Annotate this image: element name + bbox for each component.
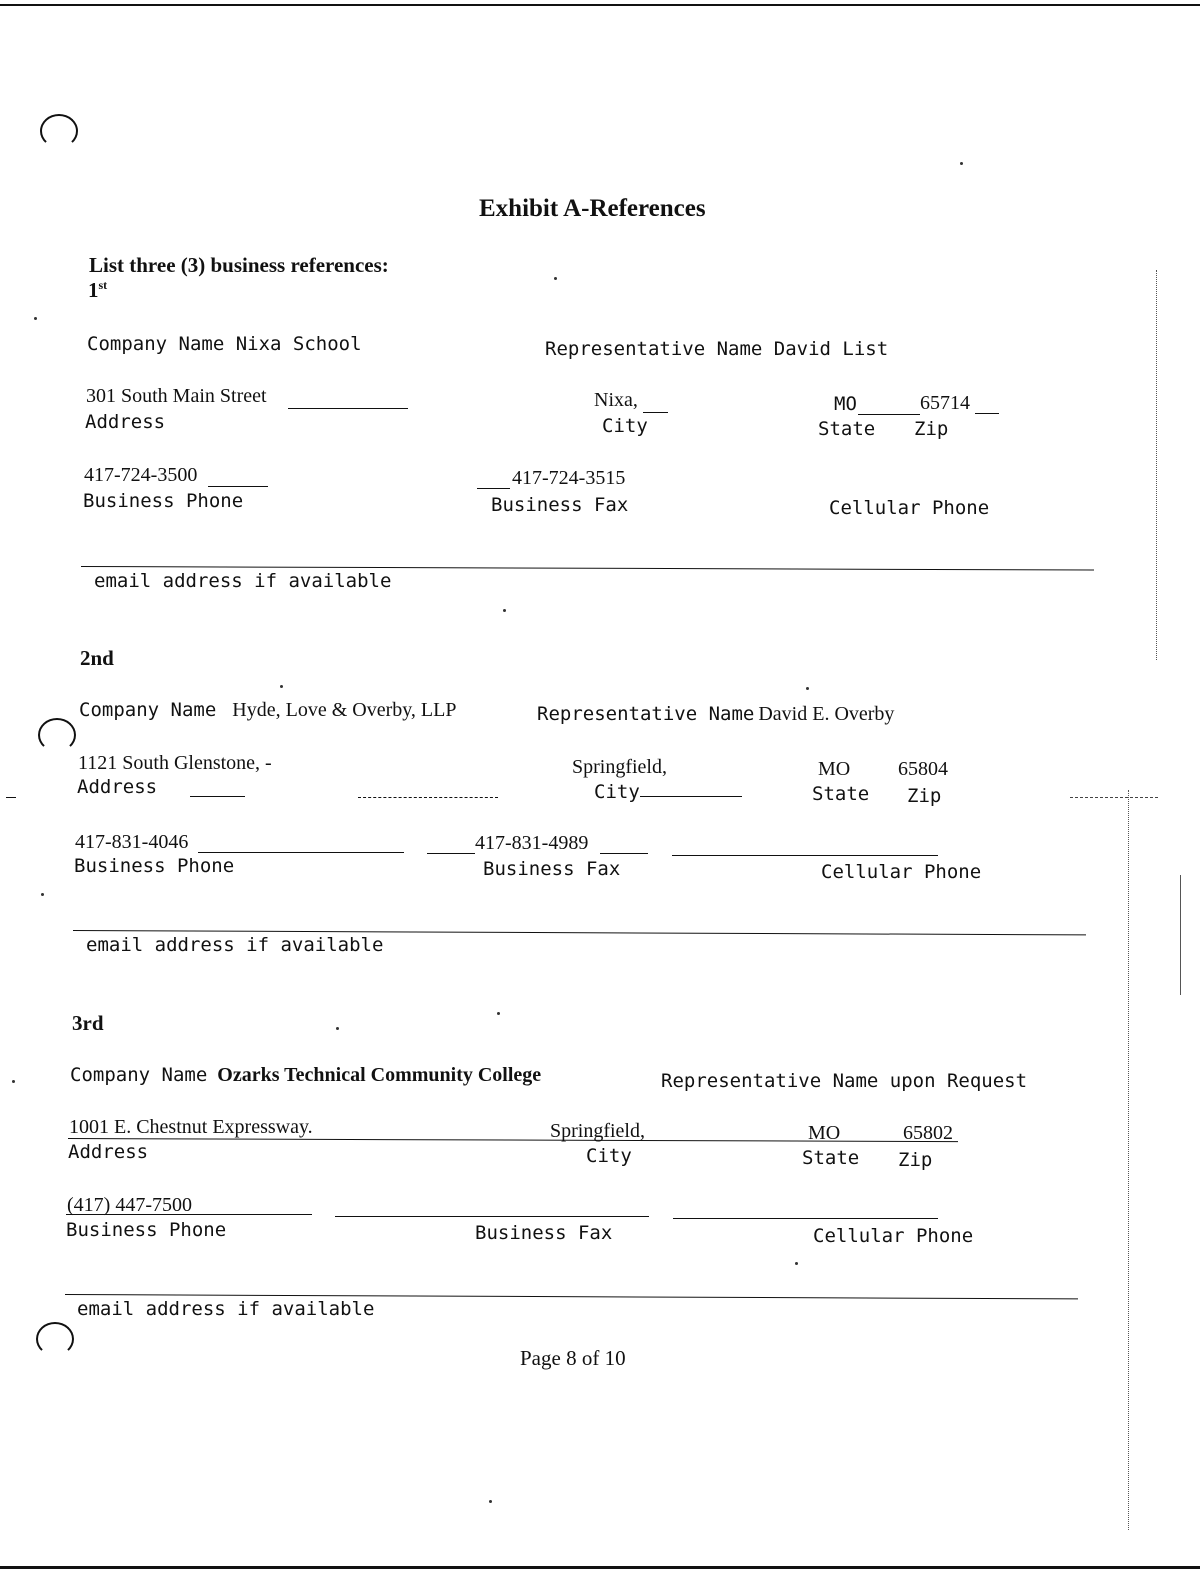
cellular-phone-label: Cellular Phone [821, 861, 982, 883]
ref1-zip-value[interactable]: 65714 [920, 392, 970, 414]
ref2-fax-blank [600, 853, 648, 854]
reference-ordinal-3: 3rd [72, 1011, 104, 1035]
representative-name-label: Representative Name [537, 703, 755, 725]
ref2-city-blank [640, 796, 742, 797]
scan-speck [795, 1262, 798, 1265]
ref2-business-fax-value[interactable]: 417-831-4989 [475, 832, 589, 854]
page-number: Page 8 of 10 [520, 1346, 626, 1370]
representative-name-label: Representative Name [545, 338, 763, 360]
company-name-label: Company Name [79, 699, 217, 721]
ref2-zip-value[interactable]: 65804 [898, 758, 948, 780]
cellular-phone-label: Cellular Phone [829, 497, 990, 519]
right-edge-line-2 [1180, 875, 1181, 995]
scan-speck [554, 277, 557, 280]
right-margin-dots [1156, 270, 1157, 660]
ref1-phone-blank [208, 486, 268, 487]
zip-label: Zip [898, 1149, 933, 1171]
ref3-company-row [70, 1064, 541, 1087]
business-phone-label: Business Phone [74, 855, 235, 877]
address-label: Address [68, 1141, 149, 1163]
scan-speck [280, 685, 283, 688]
email-label: email address if available [77, 1298, 375, 1320]
zip-label: Zip [907, 785, 942, 807]
ref3-phone-line [66, 1214, 312, 1215]
ref3-fax-line [335, 1216, 649, 1217]
address-label: Address [85, 411, 166, 433]
page-title: Exhibit A-References [479, 195, 706, 222]
ref1-business-phone-value[interactable]: 417-724-3500 [84, 464, 198, 486]
cellular-phone-label: Cellular Phone [813, 1225, 974, 1247]
scan-speck [960, 162, 963, 165]
business-phone-label: Business Phone [66, 1219, 227, 1241]
scan-speck [12, 1080, 15, 1083]
ref2-state-value[interactable]: MO [818, 758, 851, 780]
email-label: email address if available [94, 570, 392, 592]
scan-speck [336, 1027, 339, 1030]
ref2-city-value[interactable]: Springfield, [572, 756, 667, 778]
ref2-address-blank-2 [358, 797, 498, 798]
ref3-representative-row [661, 1070, 1027, 1092]
ref1-state-blank [858, 414, 920, 415]
instructions: List three (3) business references: [89, 253, 389, 277]
punch-hole-middle [38, 718, 76, 752]
top-border-line [0, 4, 1200, 6]
reference-ordinal-2: 2nd [80, 646, 114, 670]
business-phone-label: Business Phone [83, 490, 244, 512]
business-fax-label: Business Fax [475, 1222, 613, 1244]
left-dash-mark [6, 797, 16, 798]
ref2-representative-value[interactable]: David E. Overby [758, 703, 895, 725]
state-label: State [812, 783, 870, 805]
punch-hole-bottom [36, 1322, 74, 1356]
ref1-representative-value[interactable]: David List [773, 338, 889, 360]
city-label: City [586, 1145, 632, 1167]
scan-speck [806, 687, 809, 690]
ref1-zip-blank [975, 413, 999, 414]
scan-speck [41, 893, 44, 896]
ref2-fax-blank-lead [427, 853, 475, 854]
company-name-label: Company Name [70, 1064, 208, 1086]
business-fax-label: Business Fax [491, 494, 629, 516]
ref1-business-fax-value[interactable]: 417-724-3515 [512, 467, 626, 489]
ref3-business-phone-value[interactable]: (417) 447-7500 [67, 1194, 192, 1216]
address-label: Address [77, 776, 158, 798]
company-name-label: Company Name [87, 333, 225, 355]
ref1-address-value[interactable]: 301 South Main Street [86, 385, 267, 407]
ref1-company-row [87, 333, 362, 355]
scan-speck [503, 609, 506, 612]
scan-speck [497, 1012, 500, 1015]
ref1-representative-row [545, 338, 888, 360]
ref3-state-value[interactable]: MO [808, 1122, 841, 1144]
business-fax-label: Business Fax [483, 858, 621, 880]
ref2-company-row [79, 699, 457, 722]
ref1-company-value[interactable]: Nixa School [235, 333, 362, 355]
state-label: State [818, 418, 876, 440]
right-edge-line [1128, 790, 1129, 1530]
punch-hole-top [40, 114, 78, 148]
ref1-city-value[interactable]: Nixa, [594, 389, 638, 411]
state-label: State [802, 1147, 860, 1169]
ref2-company-value[interactable]: Hyde, Love & Overby, LLP [232, 699, 457, 721]
ref2-business-phone-value[interactable]: 417-831-4046 [75, 831, 189, 853]
ref3-representative-value[interactable]: upon Request [889, 1070, 1028, 1092]
ref3-address-value[interactable]: 1001 E. Chestnut Expressway. [69, 1116, 313, 1138]
ref2-representative-row [537, 703, 894, 726]
scan-speck [489, 1500, 492, 1503]
ref3-company-value[interactable]: Ozarks Technical Community College [217, 1064, 542, 1086]
ref1-address-blank [288, 408, 408, 409]
zip-label: Zip [914, 418, 949, 440]
bottom-border-line [0, 1566, 1200, 1569]
ref3-zip-value[interactable]: 65802 [903, 1122, 953, 1144]
representative-name-label: Representative Name [661, 1070, 879, 1092]
ref1-state-value[interactable]: MO [834, 393, 857, 415]
ref3-cell-line [673, 1218, 938, 1219]
ref1-fax-blank [477, 488, 510, 489]
side-dash-mark [1070, 797, 1158, 798]
reference-ordinal-1: 1st [88, 278, 108, 302]
ref1-city-blank [643, 412, 668, 413]
ref2-phone-blank [198, 852, 404, 853]
city-label: City [602, 415, 648, 437]
ref2-address-value[interactable]: 1121 South Glenstone, - [78, 752, 272, 774]
email-label: email address if available [86, 934, 384, 956]
ref2-address-blank [190, 796, 245, 797]
ref3-city-value[interactable]: Springfield, [550, 1120, 645, 1142]
scan-speck [34, 317, 37, 320]
city-label: City [594, 781, 640, 803]
ref2-cell-blank [672, 855, 938, 856]
